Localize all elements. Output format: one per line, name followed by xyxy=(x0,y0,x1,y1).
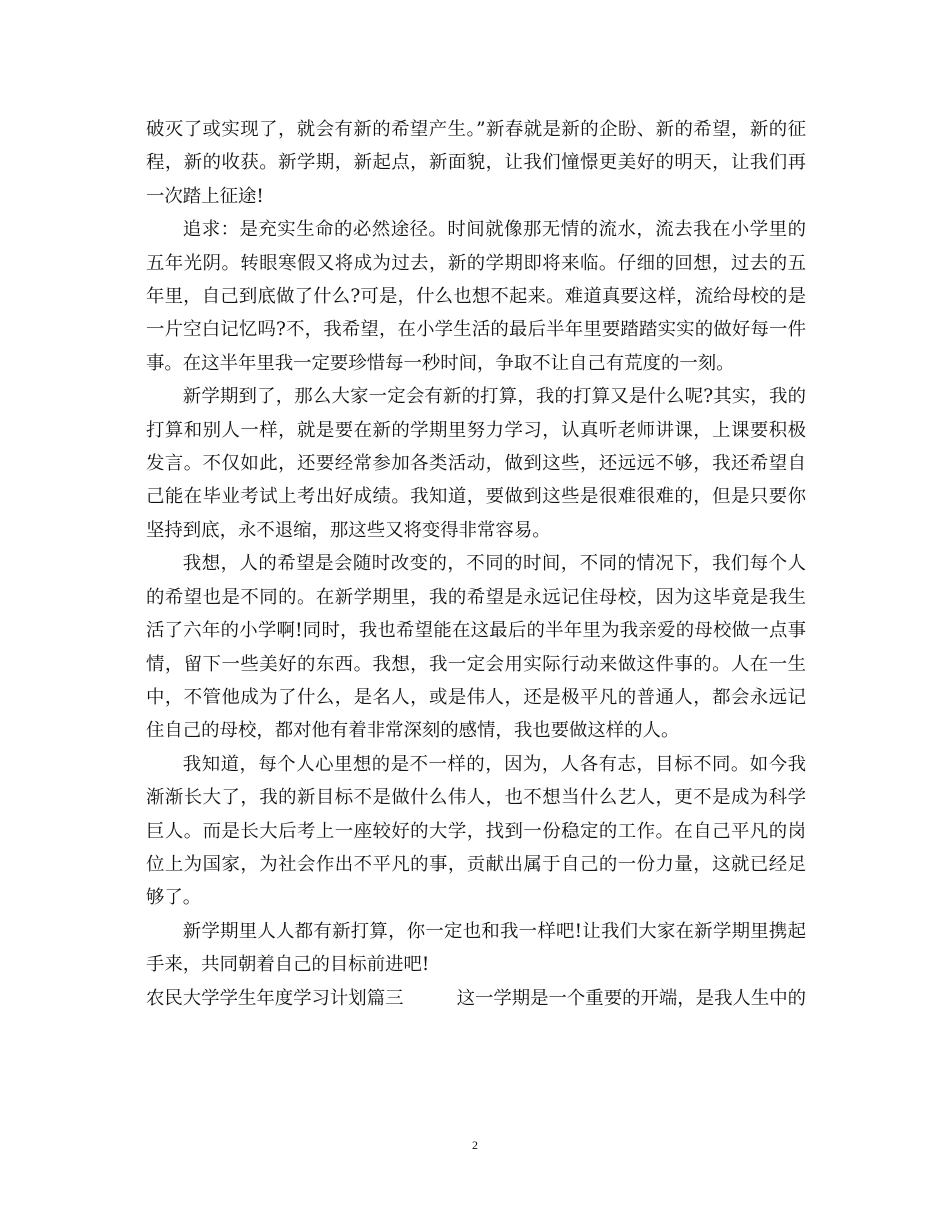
paragraph-pursuit: 追求：是充实生命的必然途径。时间就像那无情的流水，流去我在小学里的五年光阴。转眼寒假又将成为过去，新的学期即将来临。仔细的回想，过去的五年里，自己到底做了什么?可是，什么也想不起来。难道真要这样，流给母校的是一片空白记忆吗?不，我希望，在小学生活的最后半年里要踏踏实实的做好每一件事。在这半年里我一定要珍惜每一秒时间，争取不让自己有荒度的一刻。 xyxy=(146,219,806,374)
section-intro: 这一学期是一个重要的开端，是我人生中的 xyxy=(456,987,806,1009)
section-heading-line xyxy=(146,982,806,1015)
page-number: 2 xyxy=(472,1138,478,1152)
document-body xyxy=(146,113,806,1015)
paragraph-goal: 我知道，每个人心里想的是不一样的，因为，人各有志，目标不同。如今我渐渐长大了，我的新目标不是做什么伟人，也不想当什么艺人，更不是成为科学巨人。而是长大后考上一座较好的大学，找到一份稳定的工作。在自己平凡的岗位上为国家，为社会作出不平凡的事，贡献出属于自己的一份力量，这就已经足够了。 xyxy=(146,753,806,909)
section-title: 农民大学学生年度学习计划篇三 xyxy=(146,987,404,1009)
paragraph-hope: 我想，人的希望是会随时改变的，不同的时间，不同的情况下，我们每个人的希望也是不同的。在新学期里，我的希望是永远记住母校，因为这毕竟是我生活了六年的小学啊!同时，我也希望能在这最后的半年里为我亲爱的母校做一点事情，留下一些美好的东西。我想，我一定会用实际行动来做这件事的。人在一生中，不管他成为了什么，是名人，或是伟人，还是极平凡的普通人，都会永远记住自己的母校，都对他有着非常深刻的感情，我也要做这样的人。 xyxy=(146,553,806,742)
paragraph-new-semester-plan: 新学期到了，那么大家一定会有新的打算，我的打算又是什么呢?其实，我的打算和别人一样，就是要在新的学期里努力学习，认真听老师讲课，上课要积极发言。不仅如此，还要经常参加各类活动，做到这些，还远远不够，我还希望自己能在毕业考试上考出好成绩。我知道，要做到这些是很难很难的，但是只要你坚持到底，永不退缩，那这些又将变得非常容易。 xyxy=(146,386,806,541)
paragraph-continuation: 破灭了或实现了，就会有新的希望产生。”新春就是新的企盼、新的希望，新的征程，新的收获。新学期，新起点，新面貌，让我们憧憬更美好的明天，让我们再一次踏上征途! xyxy=(146,119,806,207)
paragraph-closing: 新学期里人人都有新打算，你一定也和我一样吧!让我们大家在新学期里携起手来，共同朝着自己的目标前进吧! xyxy=(146,920,806,976)
